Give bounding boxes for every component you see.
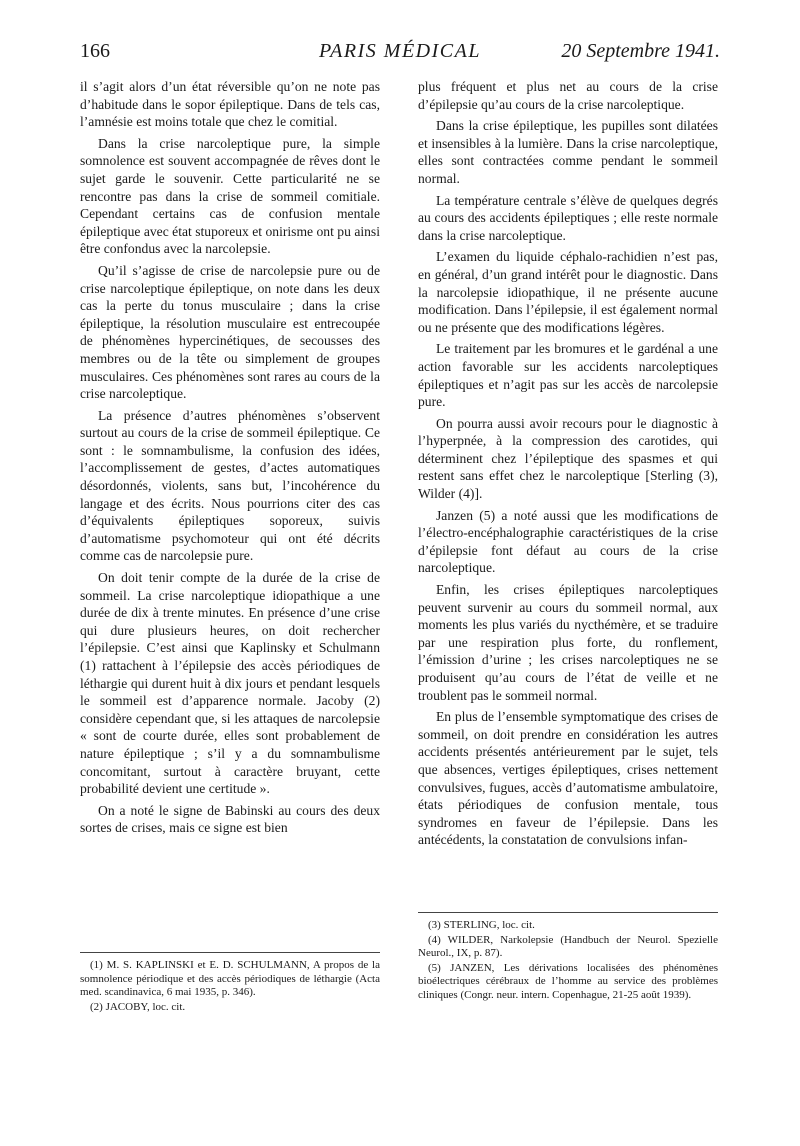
- page-number: 166: [80, 40, 110, 62]
- paragraph: Qu’il s’agisse de crise de narcolepsie pure ou de crise narcoleptique épileptique, on note dans les deux cas la perte du tonus musculaire ; dans la crise épileptique, la résolution musculaire est entrecoupée de phénomènes hypercinétiques, de secousses des membres ou de la tête ou simplement de groupes musculaires. Ces phénomènes sont rares au cours de la crise narcoleptique.: [80, 262, 380, 402]
- footnote: (4) WILDER, Narkolepsie (Handbuch der Neurol. Spezielle Neurol., IX, p. 87).: [418, 933, 718, 959]
- footnote-rule: [80, 952, 380, 953]
- paragraph: Dans la crise narcoleptique pure, la simple somnolence est souvent accompagnée de rêves dont le sujet garde le souvenir. Cette particularité ne se rencontre pas dans la crise de sommeil comitiale. Cependant certains cas de confusion mentale épileptique avec état stuporeux et onirisme ont pu ainsi être confondus avec la narcolepsie.: [80, 135, 380, 257]
- paragraph: On pourra aussi avoir recours pour le diagnostic à l’hyperpnée, à la compression des carotides, qui déterminent chez l’épileptique des spasmes et qui restent sans effet chez le narcoleptique [Sterling (3), Wilder (4)].: [418, 415, 718, 502]
- footnotes-right: [418, 912, 718, 1003]
- paragraph: Le traitement par les bromures et le gardénal a une action favorable sur les accidents narcoleptiques épileptiques et n’agit pas sur les accès de narcolepsie pure.: [418, 341, 718, 410]
- paragraph: On doit tenir compte de la durée de la crise de sommeil. La crise narcoleptique idiopathique a une durée de dix à trente minutes. En présence d’une crise qui dure plusieurs heures, on doit rechercher l’épilepsie. C’est ainsi que Kaplinsky et Schulmann (1) rattachent à l’épilepsie des accès périodiques de léthargie qui durent huit à dix jours et pendant lesquels le sommeil est d’apparence normale. Jacoby (2) considère cependant que, si les attaques de narcolepsie « sont de courte durée, elles sont probablement de nature épileptique ; s’il y a du somnambulisme concomitant, surtout à caractère bruyant, cette probabilité devient une certitude ».: [80, 570, 380, 797]
- paragraph: On a noté le signe de Babinski au cours des deux sortes de crises, mais ce signe est bien: [80, 802, 380, 836]
- paragraph: L’examen du liquide céphalo-rachidien n’est pas, en général, d’un grand intérêt pour le diagnostic. Dans la narcolepsie idiopathique, il ne présente aucune modification. Dans l’épilepsie, il est également normal ou ne présente que des modifications légères.: [418, 249, 718, 335]
- right-column: [418, 78, 718, 853]
- issue-date: 20 Septembre 1941.: [561, 40, 720, 62]
- footnotes-left: [80, 952, 380, 1015]
- left-column: [80, 78, 380, 841]
- paragraph: La température centrale s’élève de quelques degrés au cours des accidents épileptiques ; elle reste normale dans la crise narcoleptique.: [418, 192, 718, 243]
- paragraph: plus fréquent et plus net au cours de la crise d’épilepsie qu’au cours de la crise narcoleptique.: [418, 79, 718, 112]
- running-title: PARIS MÉDICAL: [319, 40, 481, 62]
- paragraph: il s’agit alors d’un état réversible qu’on ne note pas d’habitude dans le sopor épileptique. Dans de tels cas, l’amnésie est moins totale que chez le comitial.: [80, 79, 380, 130]
- footnote-rule: [418, 912, 718, 913]
- page-header: [80, 40, 720, 70]
- paragraph: La présence d’autres phénomènes s’observent surtout au cours de la crise de sommeil épileptique. Ce sont : le somnambulisme, la confusion des idées, l’accomplissement de gestes, d’actes automatiques désordonnés, violents, sans but, l’incohérence du langage et des écrits. Nous pourrions citer des cas d’équivalents épileptiques soporeux, suivis d’automatisme psychomoteur qui ont été décrits comme cas de narcolepsie pure.: [80, 407, 380, 564]
- footnote: (2) JACOBY, loc. cit.: [90, 1000, 186, 1013]
- footnote: (5) JANZEN, Les dérivations localisées des phénomènes bioélectriques cérébraux de l’homme au service des problèmes cliniques (Congr. neur. intern. Copenhague, 21-25 août 1939).: [418, 961, 718, 1001]
- paragraph: Janzen (5) a noté aussi que les modifications de l’électro-encéphalographie caractéristiques de la crise d’épilepsie font défaut au cours de la crise narcoleptique.: [418, 507, 718, 576]
- footnote: (3) STERLING, loc. cit.: [428, 919, 535, 931]
- paragraph: En plus de l’ensemble symptomatique des crises de sommeil, on doit prendre en considération les autres accidents présentés antérieurement par le sujet, tels que absences, vertiges épileptiques, crises nettement convulsives, fugues, accès d’automatisme ambulatoire, états périodiques de confusion mentale, tous syndromes en faveur de l’épilepsie. Dans les antécédents, la constatation de convulsions infan-: [418, 709, 718, 848]
- paragraph: Dans la crise épileptique, les pupilles sont dilatées et insensibles à la lumière. Dans la crise narcoleptique, elles sont contractées comme pendant le sommeil normal.: [418, 118, 718, 186]
- footnote: (1) M. S. KAPLINSKI et E. D. SCHULMANN, A propos de la somnolence périodique et des accès périodiques de léthargie (Acta med. scandinavica, 6 mai 1935, p. 346).: [80, 959, 380, 998]
- paragraph: Enfin, les crises épileptiques narcoleptiques peuvent survenir au cours du sommeil normal, aux moments les plus variés du nycthémère, et se traduire par une respiration plus forte, du ronflement, l’émission d’urine ; les crises narcoleptiques ne se produisent qu’au cours de l’état de veille et ne troublent pas le sommeil normal.: [418, 582, 718, 703]
